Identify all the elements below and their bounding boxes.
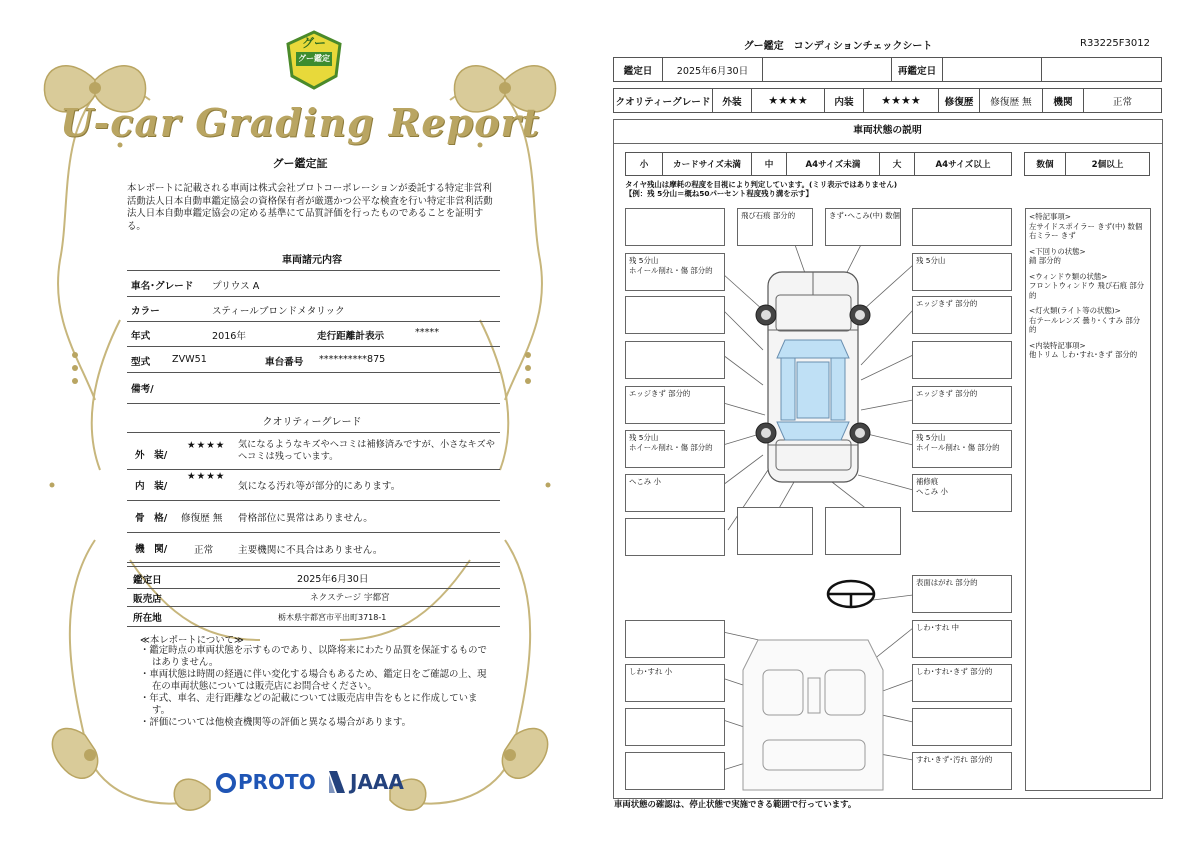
- box-front-left-top: [625, 208, 725, 246]
- row-remarks: 備考/: [127, 373, 500, 404]
- row-exterior: 外 装/ ★★★★: [127, 432, 500, 470]
- row-name-grade: 車名･グレード プリウス A: [127, 270, 500, 297]
- row-interior: 内 装/ ★★★★ 気になる汚れ等が部分的にあります。: [127, 469, 500, 501]
- proto-logo-icon: [215, 772, 237, 794]
- box-int-right-3: すれ･きず･汚れ 部分的: [912, 752, 1012, 790]
- box-int-left-1: [625, 620, 725, 658]
- row-year: 年式 2016年 走行距離計表示 *****: [127, 322, 500, 347]
- box-left-2: [625, 296, 725, 334]
- box-right-3: [912, 341, 1012, 379]
- special-notes: <特記事項> 左サイドスポイラー きず(中) 数個 右ミラー きず <下回りの状態> 錆 部分的 <ウィンドウ類の状態> フロントウィンドウ 飛び石痕 部分的 <灯火類(ライト等の状態)> 右テールレンズ 曇り･くすみ 部分的 <内装特記事項> 他トリム しわ･すれ･きず 部分的: [1025, 208, 1151, 791]
- logo-goo-text: グー: [301, 36, 326, 50]
- size-legend-table: 小 カードサイズ未満 中 A4サイズ未満 大 A4サイズ以上: [625, 152, 1012, 176]
- sheet-title: グー鑑定 コンディションチェックシート: [743, 41, 933, 52]
- row-dealer: 販売店 ネクステージ 宇都宮: [127, 588, 500, 607]
- note-item: ・年式、車名、走行距離などの記載については販売店申告をもとに作成しています。: [140, 693, 478, 716]
- box-rear-left: [737, 507, 813, 555]
- interior-stars: ★★★★: [187, 471, 226, 482]
- sheet-exterior-stars: ★★★★: [752, 89, 825, 113]
- certificate-heading: グー鑑定証: [272, 157, 328, 170]
- box-right-tire-rear: 残 5分山 ホイール削れ・傷 部分的: [912, 430, 1012, 468]
- box-int-right-2: しわ･すれ･きず 部分的: [912, 664, 1012, 702]
- notes-list: [140, 645, 495, 729]
- footer-note: 車両状態の確認は、停止状態で実施できる範囲で行っています。: [614, 799, 857, 809]
- notes-title: ≪本レポートについて≫: [140, 635, 244, 646]
- box-left-3: [625, 341, 725, 379]
- certificate-intro: 本レポートに記載される車両は株式会社プロトコーポレーションが委託する特定非営利活動法人日本自動車鑑定協会の資格保有者が厳選かつ公平な検査を行い特定非営利活動法人日本自動車鑑定協会の定める基準にて品質評価を行ったものであることを証明する。: [127, 183, 493, 232]
- row-inspection-date: 鑑定日 2025年6月30日: [127, 566, 500, 589]
- box-int-left-3: [625, 708, 725, 746]
- note-item: ・評価については他検査機関等の評価と異なる場合があります。: [140, 717, 411, 728]
- exterior-stars: ★★★★: [187, 440, 226, 451]
- box-front-right-top: [912, 208, 1012, 246]
- box-left-dent: へこみ 小: [625, 474, 725, 512]
- box-left-tire-rear: 残 5分山 ホイール削れ・傷 部分的: [625, 430, 725, 468]
- note-item: ・車両状態は時間の経過に伴い変化する場合もあるため、鑑定日をご確認の上、現在の車両状態については販売店にお問合せください。: [140, 669, 487, 692]
- box-steering: 表面はがれ 部分的: [912, 575, 1012, 613]
- row-model: 型式 ZVW51 車台番号 **********875: [127, 347, 500, 373]
- jaaa-logo: JAAA: [350, 770, 404, 794]
- exterior-description: 気になるようなキズやヘコミは補修済みですが、小さなキズやヘコミは残っています。: [238, 439, 495, 462]
- box-int-left: しわ･すれ 小: [625, 664, 725, 702]
- condition-panel-title: 車両状態の説明: [613, 119, 1162, 144]
- box-left-tire-front: 残 5分山 ホイール削れ・傷 部分的: [625, 253, 725, 291]
- box-right-repair: 補修痕 へこみ 小: [912, 474, 1012, 512]
- box-int-left-4: [625, 752, 725, 790]
- row-engine: 機 関/ 正常 主要機関に不具合はありません。: [127, 533, 500, 563]
- quality-section-title: クオリティーグレード: [262, 417, 362, 428]
- spec-section-title: 車両諸元内容: [282, 255, 342, 266]
- row-location: 所在地 栃木県宇都宮市平出町3718-1: [127, 607, 500, 627]
- row-color: カラー スティールブロンドメタリック: [127, 296, 500, 322]
- box-int-right-1: しわ･すれ 中: [912, 620, 1012, 658]
- date-table: 鑑定日 2025年6月30日 再鑑定日: [613, 57, 1162, 82]
- report-title: U-car Grading Report: [59, 100, 541, 145]
- row-frame: 骨 格/ 修復歴 無 骨格部位に異常はありません。: [127, 501, 500, 533]
- tire-note: タイヤ残山は摩耗の程度を目視により判定しています。(ミリ表示ではありません) 【例：残 5分山＝概ね50パーセント程度残り溝を示す】: [625, 180, 898, 198]
- jaaa-logo-icon: [327, 769, 347, 795]
- box-left-edge: エッジきず 部分的: [625, 386, 725, 424]
- box-right-edge-1: エッジきず 部分的: [912, 296, 1012, 334]
- box-top-dent: きず･へこみ(中) 数個: [825, 208, 901, 246]
- proto-logo: PROTO: [238, 770, 316, 794]
- box-left-bottom: [625, 518, 725, 556]
- sheet-interior-stars: ★★★★: [864, 89, 939, 113]
- box-right-tire-front: 残 5分山: [912, 253, 1012, 291]
- box-rear-right: [825, 507, 901, 555]
- quality-table: クオリティーグレード 外装 ★★★★ 内装 ★★★★ 修復歴 修復歴 無 機関 正常: [613, 88, 1162, 113]
- sheet-id: R33225F3012: [1080, 38, 1150, 49]
- box-int-right-3a: [912, 708, 1012, 746]
- box-top-chip: 飛び石痕 部分的: [737, 208, 813, 246]
- count-legend-table: 数個 2個以上: [1024, 152, 1150, 176]
- box-right-edge-2: エッジきず 部分的: [912, 386, 1012, 424]
- note-item: ・鑑定時点の車両状態を示すものであり、以降将来にわたり品質を保証するものではありません。: [140, 645, 487, 668]
- logo-kantei-text: グー鑑定: [298, 54, 330, 63]
